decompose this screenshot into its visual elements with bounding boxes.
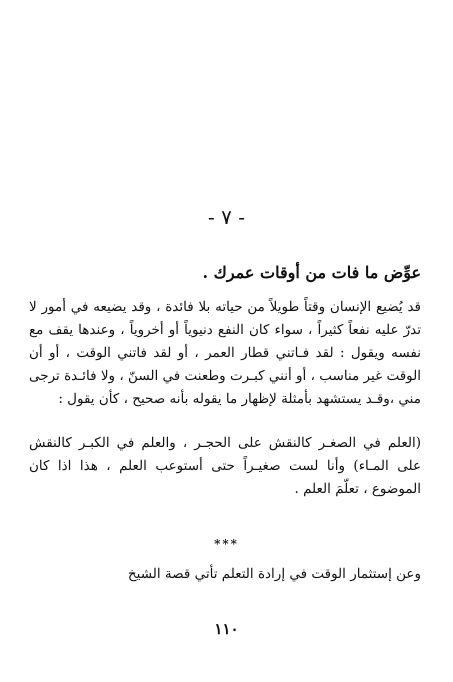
chapter-number: - ٧ - xyxy=(208,205,245,229)
section-separator: *** xyxy=(214,537,239,551)
body-paragraph-2: (العلم في الصغـر كالنقش على الحجـر ، والعلم في الكبـر كالنقش على المـاء) وأنا لست صغيـراً حتى أستوعب العلم ، هذا اذا كان الموضوع ، تعلّمَ العلم . xyxy=(29,435,421,497)
body-paragraph-3: وعن إستثمار الوقت في إرادة التعلم تأتي قصة الشيخ xyxy=(127,566,421,582)
page-number: ١١٠ xyxy=(214,620,239,638)
body-paragraph-1: قد يُضيع الإنسان وقتاً طويلاً من حياته بلا فائدة ، وقد يضيعه في أمور لا تدرّ عليه نفعاً كثيراً ، سواء كان النفع دنيوياً أو أخروياً ، وعندها يقف مع نفسه ويقول : لقد فـاتني قطار العمر ، أو لقد فاتني الوقت ، أو أن الوقت غير مناسب ، أو أنني كبـرت وطعنت في السنّ ، ولا فائـدة ترجى مني ،وقـد يستشهد بأمثلة لإظهار ما يقوله بأنه صحيح ، كأن يقول : xyxy=(29,299,421,407)
section-heading: عوِّض ما فات من أوقات عمرك . xyxy=(202,263,421,282)
